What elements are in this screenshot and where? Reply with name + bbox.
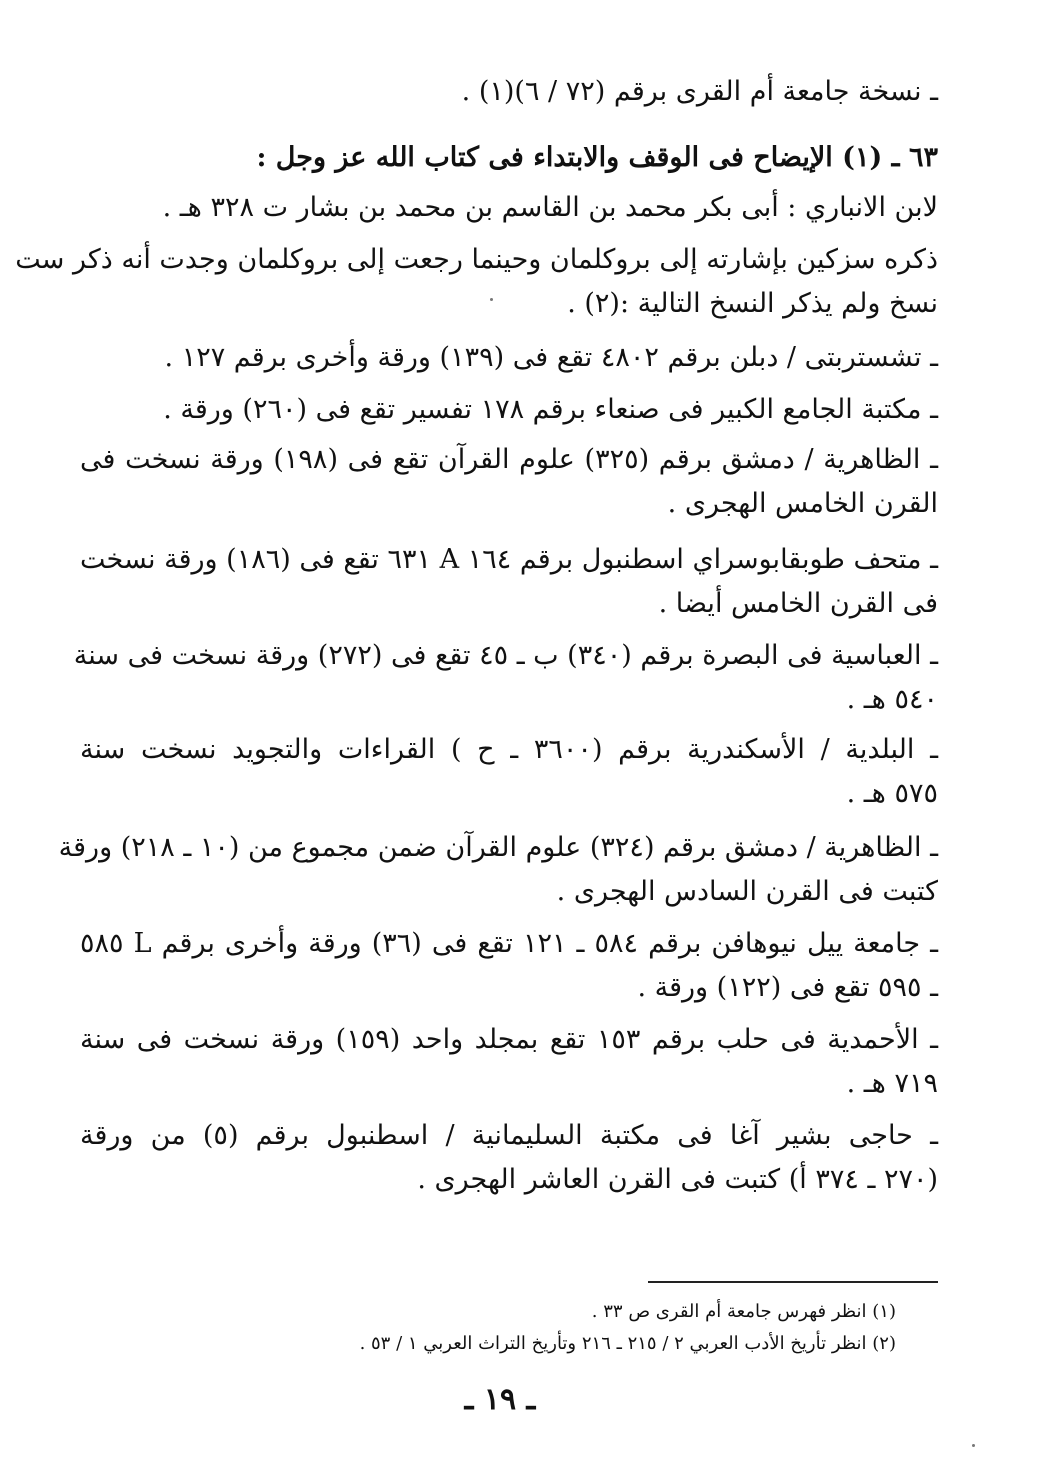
text-line-17: كتبت فى القرن السادس الهجرى . [556,876,938,907]
page-number: ـ ١٩ ـ [464,1382,536,1417]
text-line-21: ٧١٩ هـ . [846,1068,938,1099]
text-line-20: ـ الأحمدية فى حلب برقم ١٥٣ تقع بمجلد واحد (١٥٩) ورقة نسخت فى سنة [80,1024,939,1055]
scan-speck [972,1444,975,1447]
footnote-1: (١) انظر فهرس جامعة أم القرى ص ٣٣ . [591,1301,896,1322]
text-line-03: لابن الانباري : أبى بكر محمد بن القاسم بن محمد بن بشار ت ٣٢٨ هـ . [162,192,938,223]
text-line-13: ٥٤٠ هـ . [846,684,938,715]
entry-heading: ٦٣ ـ (١) الإيضاح فى الوقف والابتداء فى كتاب الله عز وجل : [256,142,938,173]
text-line-23: (٢٧٠ ـ ٣٧٤ أ) كتبت فى القرن العاشر الهجرى . [417,1164,938,1195]
text-line-01: ـ نسخة جامعة أم القرى برقم (٧٢ / ٦)(١) . [461,76,938,107]
footnote-divider [648,1281,938,1283]
text-line-19: ـ ٥٩٥ تقع فى (١٢٢) ورقة . [637,972,938,1003]
text-line-15: ٥٧٥ هـ . [846,778,938,809]
text-line-18: ـ جامعة ييل نيوهافن برقم ٥٨٤ ـ ١٢١ تقع فى (٣٦) ورقة وأخرى برقم L ٥٨٥ [80,928,939,959]
text-line-09: القرن الخامس الهجرى . [667,488,938,519]
text-line-10: ـ متحف طوبقابوسراي اسطنبول برقم ١٦٤ A ٦٣١ تقع فى (١٨٦) ورقة نسخت [80,544,938,575]
text-line-05: نسخ ولم يذكر النسخ التالية :(٢) . [567,288,938,319]
text-line-07: ـ مكتبة الجامع الكبير فى صنعاء برقم ١٧٨ تفسير تقع فى (٢٦٠) ورقة . [163,394,938,425]
text-line-06: ـ تشستربتى / دبلن برقم ٤٨٠٢ تقع فى (١٣٩) ورقة وأخرى برقم ١٢٧ . [164,342,938,373]
text-line-08: ـ الظاهرية / دمشق برقم (٣٢٥) علوم القرآن تقع فى (١٩٨) ورقة نسخت فى [80,444,938,475]
scan-speck [490,298,493,301]
text-line-14: ـ البلدية / الأسكندرية برقم (٣٦٠٠ ـ ح ) القراءات والتجويد نسخت سنة [80,734,939,765]
text-line-12: ـ العباسية فى البصرة برقم (٣٤٠) ب ـ ٤٥ تقع فى (٢٧٢) ورقة نسخت فى سنة [73,640,938,671]
text-line-16: ـ الظاهرية / دمشق برقم (٣٢٤) علوم القرآن ضمن مجموع من (١٠ ـ ٢١٨) ورقة [58,832,938,863]
text-line-22: ـ حاجى بشير آغا فى مكتبة السليمانية / اسطنبول برقم (٥) من ورقة [80,1120,938,1151]
text-line-11: فى القرن الخامس أيضا . [658,588,938,619]
text-line-04: ذكره سزكين بإشارته إلى بروكلمان وحينما رجعت إلى بروكلمان وجدت أنه ذكر ست [15,244,938,275]
footnote-2: (٢) انظر تأريخ الأدب العربي ٢ / ٢١٥ ـ ٢١٦ وتأريخ التراث العربي ١ / ٥٣ . [359,1333,896,1354]
